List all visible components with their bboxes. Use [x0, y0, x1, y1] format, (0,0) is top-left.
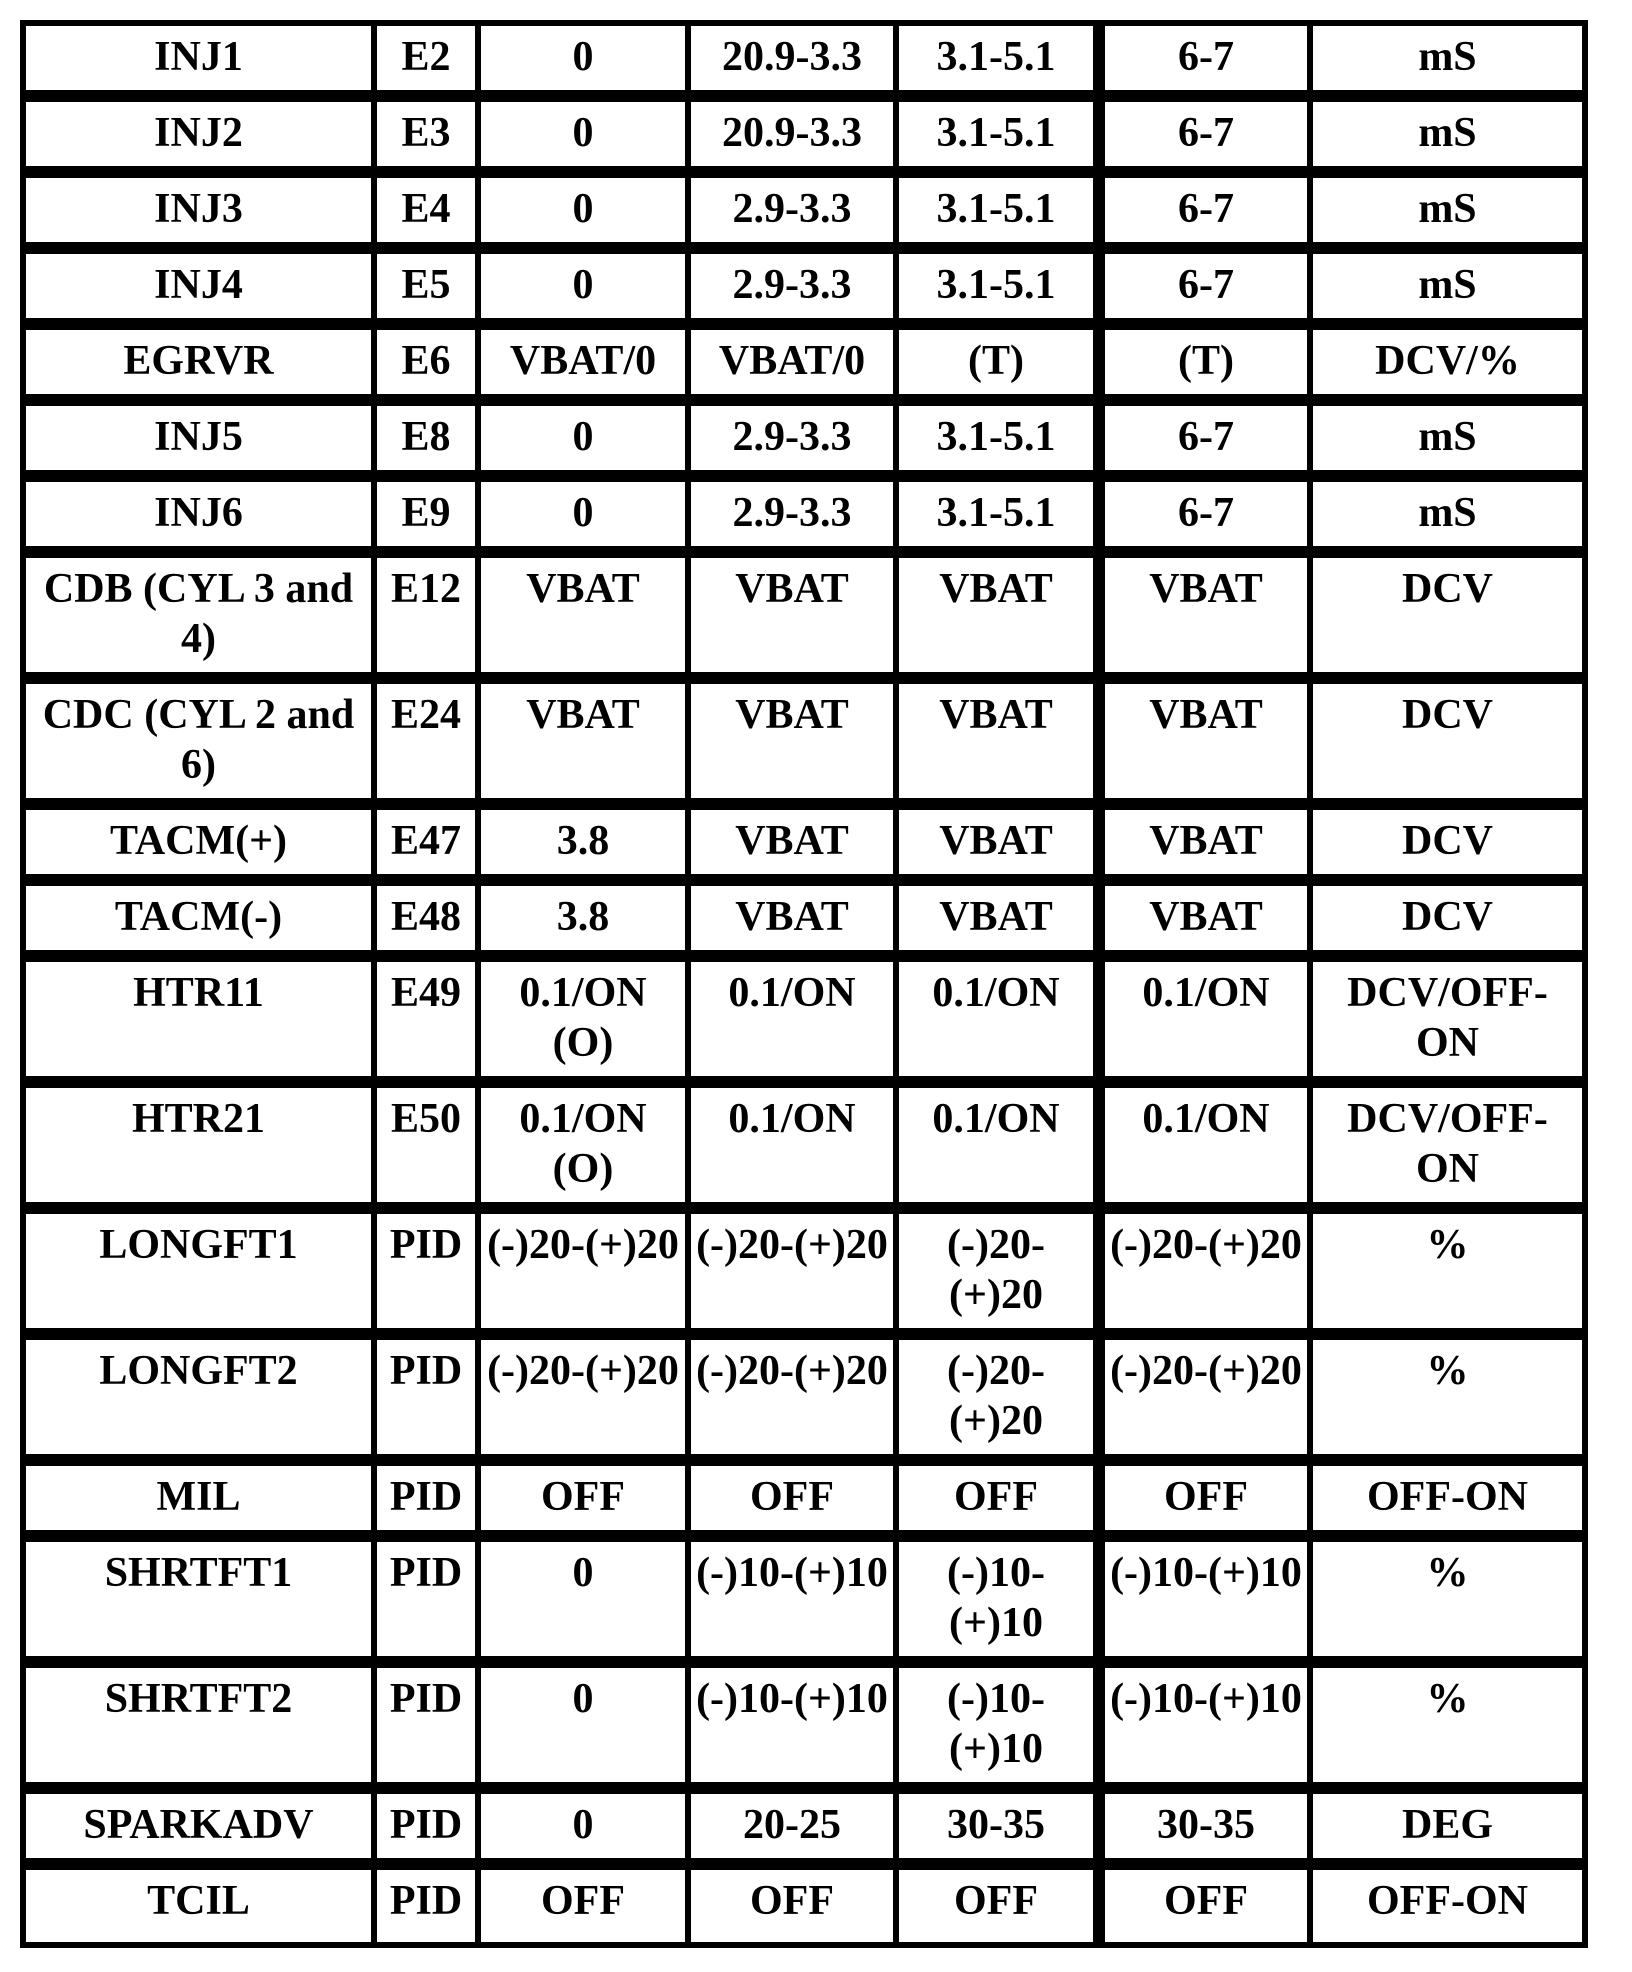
value-cell-1: 0 — [481, 254, 691, 330]
pin-cell: E5 — [377, 254, 481, 330]
pin-cell: PID — [377, 1542, 481, 1668]
unit-cell: OFF-ON — [1367, 1878, 1528, 1924]
value-cell-4: (-)20-(+)20 — [1105, 1340, 1313, 1466]
table-row — [26, 1542, 1582, 1668]
unit-cell: % — [1313, 1340, 1582, 1466]
signal-cell: MIL — [26, 1466, 377, 1542]
table-row — [26, 962, 1582, 1088]
value-cell-3: VBAT — [899, 810, 1105, 886]
signal-cell: HTR21 — [26, 1088, 377, 1214]
value-cell-4: 30-35 — [1105, 1794, 1313, 1870]
table-body — [26, 26, 1582, 1946]
value-cell-1: 0 — [481, 1542, 691, 1668]
value-cell-3: 3.1-5.1 — [899, 254, 1105, 330]
unit-cell: DCV — [1313, 810, 1582, 886]
value-cell-2: 20.9-3.3 — [691, 26, 899, 102]
pin-cell: E47 — [377, 810, 481, 886]
value-cell-3: 3.1-5.1 — [899, 102, 1105, 178]
pin-cell: PID — [377, 1794, 481, 1870]
value-cell-3: VBAT — [899, 886, 1105, 962]
value-cell-2: 2.9-3.3 — [691, 406, 899, 482]
signal-cell: INJ5 — [26, 406, 377, 482]
table-row — [26, 254, 1582, 330]
table-row — [26, 1794, 1582, 1870]
unit-cell: DCV/OFF-ON — [1313, 962, 1582, 1088]
unit-cell: mS — [1313, 254, 1582, 330]
value-cell-2: 2.9-3.3 — [691, 482, 899, 558]
value-cell-1: (-)20-(+)20 — [481, 1340, 691, 1466]
pin-cell: E6 — [377, 330, 481, 406]
value-cell-3: OFF — [899, 1466, 1105, 1542]
value-cell-2: (-)10-(+)10 — [691, 1668, 899, 1794]
signal-cell: HTR11 — [26, 962, 377, 1088]
value-cell-2: (-)10-(+)10 — [691, 1542, 899, 1668]
signal-cell: LONGFT1 — [26, 1214, 377, 1340]
value-cell-3: 3.1-5.1 — [899, 482, 1105, 558]
value-cell-1: 3.8 — [481, 886, 691, 962]
value-cell-1: 0 — [481, 406, 691, 482]
signal-cell: SPARKADV — [26, 1794, 377, 1870]
value-cell-4: 6-7 — [1105, 482, 1313, 558]
value-cell-1: OFF — [481, 1870, 691, 1946]
signal-cell: TCIL — [26, 1870, 377, 1946]
unit-cell: OFF-ON — [1313, 1466, 1582, 1542]
value-cell-4: 6-7 — [1105, 406, 1313, 482]
unit-cell: DCV — [1313, 684, 1582, 810]
pin-cell: E4 — [377, 178, 481, 254]
value-cell-1: VBAT — [481, 558, 691, 684]
value-cell-3: (-)10-(+)10 — [899, 1668, 1105, 1794]
value-cell-2: VBAT — [691, 886, 899, 962]
unit-cell: % — [1313, 1214, 1582, 1340]
value-cell-4: 6-7 — [1105, 26, 1313, 102]
unit-cell: % — [1313, 1542, 1582, 1668]
diagnostic-table — [26, 26, 1582, 1946]
value-cell-2: 2.9-3.3 — [691, 254, 899, 330]
pin-cell: PID — [377, 1870, 481, 1946]
signal-cell: CDC (CYL 2 and 6) — [26, 684, 377, 810]
value-cell-1: OFF — [481, 1466, 691, 1542]
table-row — [26, 810, 1582, 886]
pin-cell: PID — [377, 1340, 481, 1466]
signal-cell: CDB (CYL 3 and 4) — [26, 558, 377, 684]
value-cell-4: (T) — [1105, 330, 1313, 406]
value-cell-4: (-)10-(+)10 — [1105, 1542, 1313, 1668]
value-cell-4: 6-7 — [1105, 254, 1313, 330]
table-row — [26, 886, 1582, 962]
value-cell-3: VBAT — [899, 558, 1105, 684]
value-cell-3: 3.1-5.1 — [899, 26, 1105, 102]
signal-cell: SHRTFT1 — [26, 1542, 377, 1668]
table-row — [26, 482, 1582, 558]
unit-cell: DCV — [1313, 886, 1582, 962]
pin-cell: E49 — [377, 962, 481, 1088]
pin-cell: E8 — [377, 406, 481, 482]
table-row — [26, 178, 1582, 254]
value-cell-4: (-)10-(+)10 — [1105, 1668, 1313, 1794]
value-cell-1: VBAT/0 — [481, 330, 691, 406]
unit-cell: DCV — [1313, 558, 1582, 684]
unit-cell: DCV/OFF-ON — [1313, 1088, 1582, 1214]
value-cell-1: (-)20-(+)20 — [481, 1214, 691, 1340]
value-cell-2: VBAT — [691, 684, 899, 810]
value-cell-2: 20.9-3.3 — [691, 102, 899, 178]
pin-cell: E9 — [377, 482, 481, 558]
table-row — [26, 684, 1582, 810]
table-row — [26, 102, 1582, 178]
signal-cell: INJ1 — [26, 26, 377, 102]
value-cell-1: 0 — [481, 102, 691, 178]
value-cell-2: 20-25 — [691, 1794, 899, 1870]
value-cell-3: 3.1-5.1 — [899, 406, 1105, 482]
value-cell-2: VBAT/0 — [691, 330, 899, 406]
unit-cell: mS — [1313, 102, 1582, 178]
value-cell-1: 0.1/ON (O) — [481, 1088, 691, 1214]
signal-cell: INJ4 — [26, 254, 377, 330]
pin-cell: PID — [377, 1214, 481, 1340]
value-cell-2: 0.1/ON — [691, 1088, 899, 1214]
value-cell-2: 0.1/ON — [691, 962, 899, 1088]
unit-cell: mS — [1313, 482, 1582, 558]
table-row — [26, 1668, 1582, 1794]
value-cell-4: VBAT — [1105, 558, 1313, 684]
value-cell-1: 0 — [481, 1794, 691, 1870]
signal-cell: SHRTFT2 — [26, 1668, 377, 1794]
value-cell-2: VBAT — [691, 558, 899, 684]
table-row — [26, 558, 1582, 684]
value-cell-1: 0 — [481, 1668, 691, 1794]
value-cell-3: VBAT — [899, 684, 1105, 810]
unit-cell: DEG — [1313, 1794, 1582, 1870]
value-cell-2: OFF — [691, 1466, 899, 1542]
value-cell-3: (-)20-(+)20 — [899, 1340, 1105, 1466]
value-cell-3: OFF — [899, 1870, 1105, 1946]
table-row — [26, 1088, 1582, 1214]
value-cell-3: 0.1/ON — [899, 962, 1105, 1088]
pin-cell: E24 — [377, 684, 481, 810]
pin-cell: E3 — [377, 102, 481, 178]
value-cell-2: VBAT — [691, 810, 899, 886]
value-cell-1: 0 — [481, 482, 691, 558]
signal-cell: INJ2 — [26, 102, 377, 178]
value-cell-4: 0.1/ON — [1105, 1088, 1313, 1214]
value-cell-4: VBAT — [1105, 810, 1313, 886]
table-row — [26, 406, 1582, 482]
table-row — [26, 1214, 1582, 1340]
unit-cell: mS — [1313, 406, 1582, 482]
value-cell-4: OFF — [1105, 1466, 1313, 1542]
signal-cell: LONGFT2 — [26, 1340, 377, 1466]
value-cell-4: VBAT — [1105, 886, 1313, 962]
pin-cell: E48 — [377, 886, 481, 962]
value-cell-4: 6-7 — [1105, 102, 1313, 178]
pin-cell: E2 — [377, 26, 481, 102]
signal-cell: INJ3 — [26, 178, 377, 254]
value-cell-4: 0.1/ON — [1105, 962, 1313, 1088]
value-cell-3: (-)10-(+)10 — [899, 1542, 1105, 1668]
unit-cell: mS — [1313, 26, 1582, 102]
value-cell-1: 3.8 — [481, 810, 691, 886]
unit-cell: DCV/% — [1313, 330, 1582, 406]
value-cell-3: (-)20-(+)20 — [899, 1214, 1105, 1340]
pin-cell: PID — [377, 1668, 481, 1794]
value-cell-3: 0.1/ON — [899, 1088, 1105, 1214]
value-cell-1: 0 — [481, 26, 691, 102]
value-cell-3: 3.1-5.1 — [899, 178, 1105, 254]
value-cell-1: 0.1/ON (O) — [481, 962, 691, 1088]
table-row — [26, 1870, 1582, 1946]
value-cell-3: 30-35 — [899, 1794, 1105, 1870]
value-cell-2: (-)20-(+)20 — [691, 1214, 899, 1340]
unit-cell: mS — [1313, 178, 1582, 254]
value-cell-1: VBAT — [481, 684, 691, 810]
table-row — [26, 1466, 1582, 1542]
signal-cell: TACM(-) — [26, 886, 377, 962]
table-row — [26, 330, 1582, 406]
value-cell-1: 0 — [481, 178, 691, 254]
value-cell-3: (T) — [899, 330, 1105, 406]
unit-cell: % — [1313, 1668, 1582, 1794]
signal-cell: TACM(+) — [26, 810, 377, 886]
value-cell-4: VBAT — [1105, 684, 1313, 810]
value-cell-4: (-)20-(+)20 — [1105, 1214, 1313, 1340]
table-row — [26, 26, 1582, 102]
table-row — [26, 1340, 1582, 1466]
pin-cell: PID — [377, 1466, 481, 1542]
value-cell-4: 6-7 — [1105, 178, 1313, 254]
pin-cell: E12 — [377, 558, 481, 684]
signal-cell: EGRVR — [26, 330, 377, 406]
signal-cell: INJ6 — [26, 482, 377, 558]
value-cell-2: (-)20-(+)20 — [691, 1340, 899, 1466]
value-cell-4: OFF — [1105, 1870, 1313, 1946]
pin-cell: E50 — [377, 1088, 481, 1214]
value-cell-2: 2.9-3.3 — [691, 178, 899, 254]
diagnostic-table-frame — [20, 20, 1588, 1948]
value-cell-2: OFF — [691, 1870, 899, 1946]
